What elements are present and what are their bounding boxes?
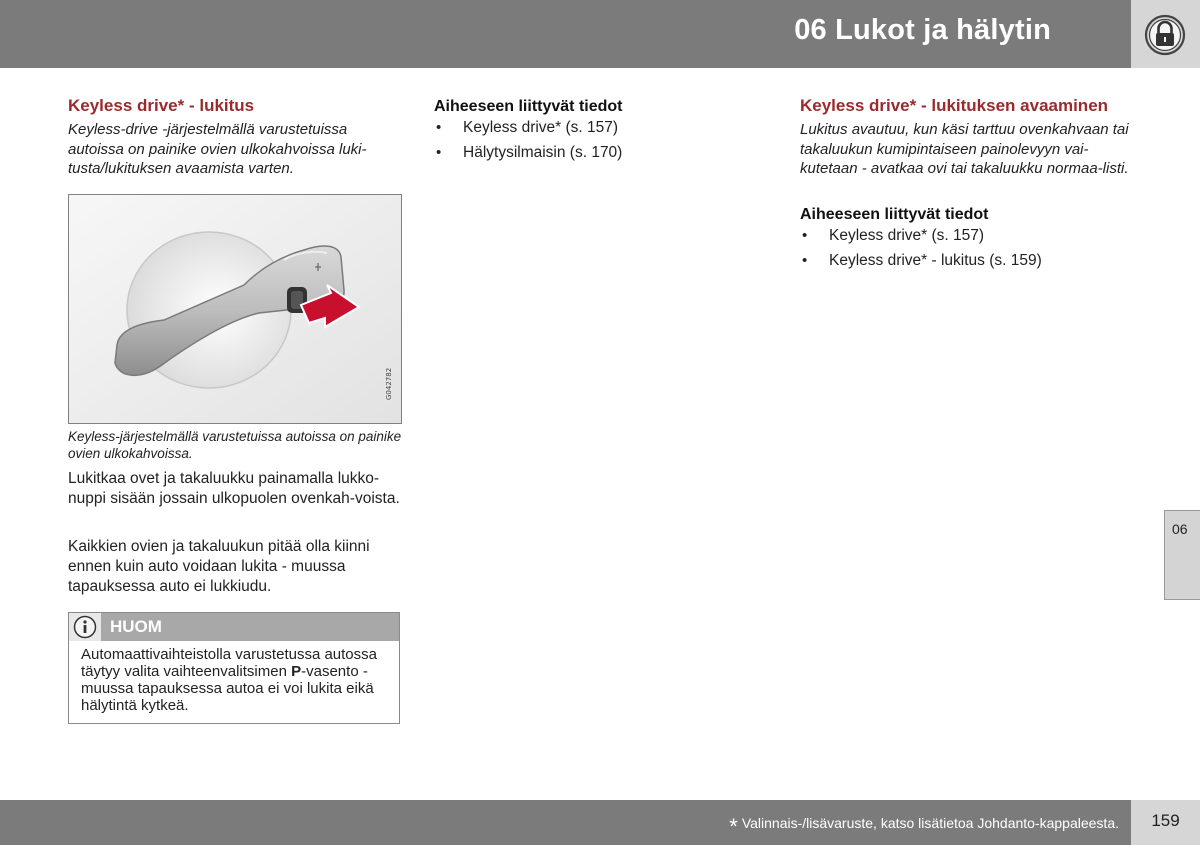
note-icon-cell (69, 613, 101, 641)
bullet: • (436, 119, 442, 136)
list-item[interactable] (434, 115, 769, 140)
chapter-side-tab (1164, 510, 1200, 600)
info-icon (73, 615, 97, 639)
door-handle-illustration (69, 195, 402, 424)
related-link-text: Keyless drive* (s. 157) (829, 226, 985, 244)
note-text-bold: P (291, 663, 302, 680)
bullet: • (436, 144, 442, 161)
footnote-text: Valinnais-/lisävaruste, katso lisätietoa Johdanto-kappaleesta. (741, 815, 1119, 831)
list-item[interactable] (434, 140, 769, 165)
column-keyless-lock (68, 96, 403, 179)
footer-bar (0, 800, 1131, 845)
bullet: • (802, 251, 808, 269)
footer-note (729, 814, 1119, 840)
note-text (69, 641, 399, 714)
related-link-text: Keyless drive* (s. 157) (463, 119, 619, 136)
related-heading: Aiheeseen liittyvät tiedot (434, 98, 623, 115)
figure-code: G042782 (385, 367, 393, 400)
chapter-icon-box (1131, 0, 1200, 68)
chapter-tab-label: 06 (1172, 521, 1188, 537)
figure-caption: Keyless-järjestelmällä varustetuissa autoissa on painike ovien ulkokahvoissa. (68, 429, 402, 461)
paragraph-doors-closed: Kaikkien ovien ja takaluukun pitää olla kiinni ennen kuin auto voidaan lukita - muussa tapauksessa auto ei lukkiudu. (68, 538, 370, 595)
column-keyless-unlock (800, 96, 1135, 273)
column-related-info (434, 97, 769, 165)
note-text-before: Automaattivaihteistolla varustetussa autossa täytyy valita vaihteenvalitsimen (81, 646, 377, 680)
list-item[interactable] (800, 248, 1135, 273)
section-heading-lock: Keyless drive* - lukitus (68, 96, 255, 115)
bullet: • (802, 226, 808, 244)
section-intro-lock: Keyless-drive -järjestelmällä varustetuissa autoissa on painike ovien ulkokahvoissa luki-tusta/lukituksen avaamista varten. (68, 121, 367, 177)
note-text-after: -vasento - muussa tapauksessa autoa ei voi lukita eikä hälytintä kytkeä. (81, 663, 374, 714)
door-handle-figure (68, 194, 402, 424)
note-header (69, 613, 399, 641)
footnote-star: * (729, 814, 738, 839)
list-item[interactable] (800, 223, 1135, 248)
related-heading: Aiheeseen liittyvät tiedot (800, 205, 989, 223)
section-intro-unlock: Lukitus avautuu, kun käsi tarttuu ovenkahvaan tai takaluukun kumipintaiseen painolevyyn vai-kutetaan - avatkaa ovi tai takaluukku normaa-listi. (800, 121, 1129, 177)
section-heading-unlock: Keyless drive* - lukituksen avaaminen (800, 96, 1109, 115)
page-number: 159 (1151, 811, 1180, 830)
padlock-icon (1143, 14, 1187, 56)
related-list (434, 115, 769, 165)
related-link-text: Hälytysilmaisin (s. 170) (463, 144, 623, 161)
chapter-title: 06 Lukot ja hälytin (794, 14, 1051, 46)
page-number-box (1131, 800, 1200, 845)
related-list (800, 223, 1135, 273)
note-box (68, 612, 400, 724)
related-link-text: Keyless drive* - lukitus (s. 159) (829, 251, 1042, 269)
note-title: HUOM (110, 617, 162, 636)
paragraph-lock-doors: Lukitkaa ovet ja takaluukku painamalla lukko-nuppi sisään jossain ulkopuolen ovenkah-voista. (68, 470, 400, 507)
header-bar (0, 0, 1131, 68)
